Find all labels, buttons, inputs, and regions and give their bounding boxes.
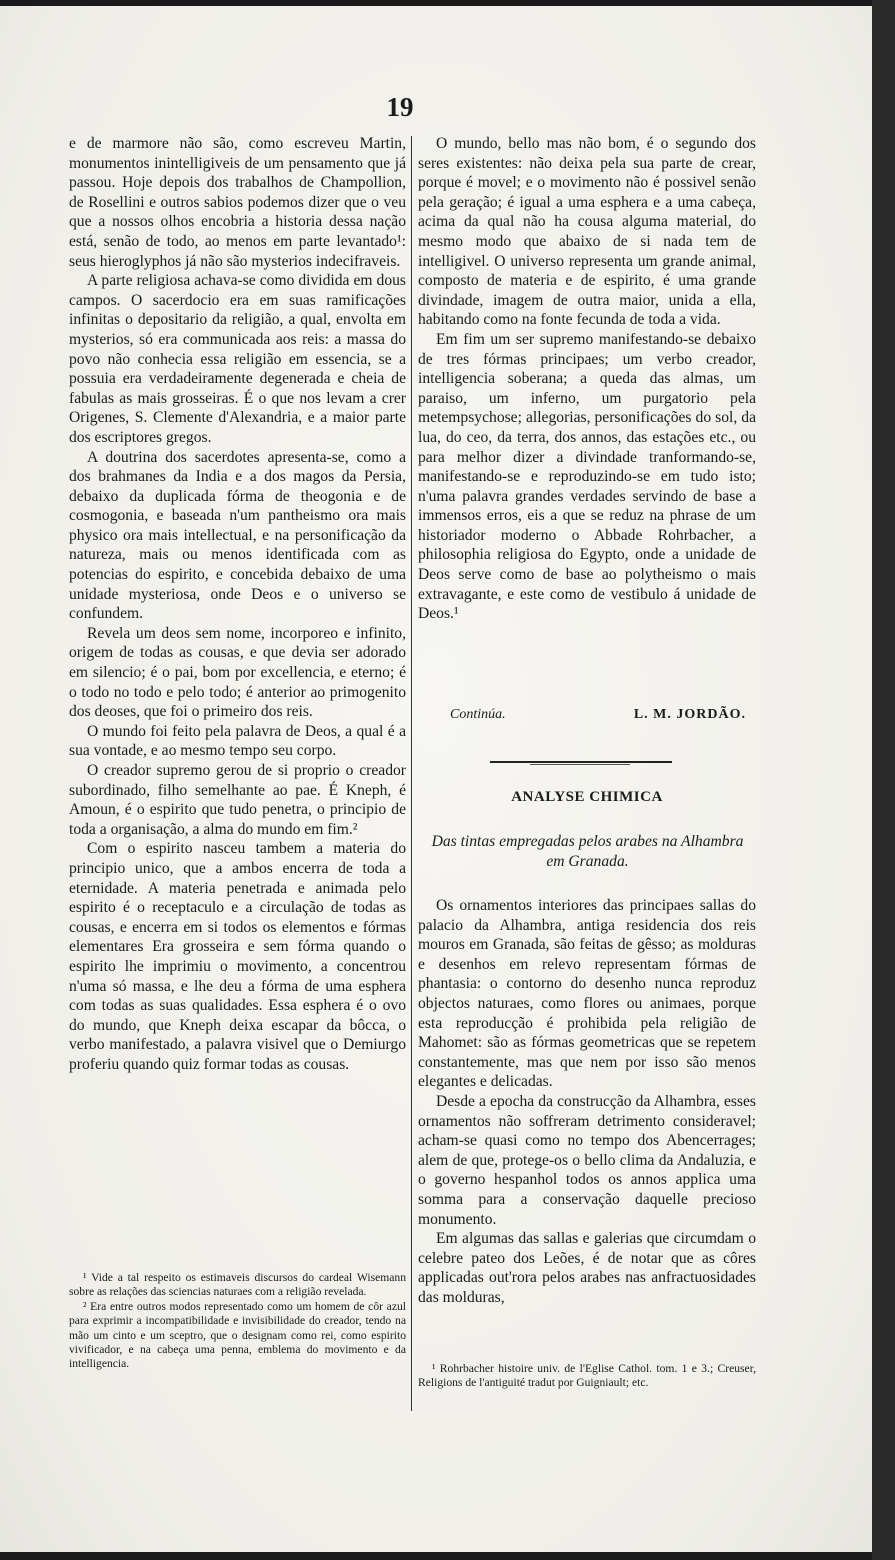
paragraph: A parte religiosa achava-se como dividida em dous campos. O sacerdocio era em suas ramificações infinitas o depositario da religião, a qual, envolta em mysterios, só era communicada aos reis: a massa do povo não conhecia essa religião em essencia, se a possuia era verdadeiramente degenerada e cheia de fabulas as mais grosseiras. É o que nos levam a crer Origenes, S. Clemente d'Alexandria, e a maior parte dos escriptores gregos. [69, 272, 406, 446]
column-divider [411, 136, 412, 1411]
paragraph: O creador supremo gerou de si proprio o creador subordinado, filho semelhante ao pae. É Kneph, é Amoun, é o espirito que tudo penetra, o principio de toda a organisação, a alma do mundo em fim.² [69, 762, 406, 838]
paragraph: Revela um deos sem nome, incorporeo e infinito, origem de todas as cousas, e que devia ser adorado em silencio; é o pai, bom por excellencia, e eterno; é o todo no todo e pelo todo; é anterior ao primogenito dos deoses, que foi o primeiro dos reis. [69, 624, 406, 721]
footnote: ¹ Vide a tal respeito os estimaveis discursos do cardeal Wisemann sobre as relações das sciencias naturaes com a religião revelada. [69, 1271, 406, 1299]
paragraph: Com o espirito nasceu tambem a materia do principio unico, que a ambos encerra de toda a eternidade. A materia penetrada e animada pelo espirito é o receptaculo e a circulação de todas as cousas, e encerra em si todos os elementos e fórmas elementares Era grosseira e sem fórma quando o espirito lhe imprimiu o movimento, a concentrou n'uma só massa, e lhe deu a fórma de uma esphera com todas as suas qualidades. Essa esphera é o ovo do mundo, que Kneph deixa escapar da bôcca, o verbo manifestado, a palavra visivel que o Demiurgo proferiu quando quiz formar todas as cousas. [69, 840, 406, 1073]
footnote: ² Era entre outros modos representado como um homem de côr azul para exprimir a incompatibilidade e invisibilidade do creador, tendo na mão um cinto e um sceptro, que o designam como rei, como espirito vivificador, e na cabeça uma penna, emblema do movimento e da intelligencia. [69, 1299, 406, 1371]
page [0, 6, 872, 1552]
paragraph: O mundo, bello mas não bom, é o segundo dos seres existentes: não deixa pela sua parte de crear, porque é movel; e o movimento não é possivel senão pela geração; é igual a uma esphera e a uma cabeça, acima da qual não ha cousa alguma material, do mesmo modo que abaixo de si nada tem de intelligivel. O universo representa um grande animal, composto de materia e de espirito, é uma grande divindade, imagem de outra maior, unida a ella, habitando como na fonte fecunda de toda a vida. [418, 135, 756, 329]
paragraph: e de marmore não são, como escreveu Martin, monumentos inintelligiveis de um pensamento que já passou. Hoje depois dos trabalhos de Champollion, de Rosellini e outros sabios podemos dizer que o veu que a nossos olhos encobria a historia dessa nação está, senão de todo, ao menos em parte levantado¹: seus hieroglyphos já não são mysterios indecifraveis. [69, 135, 406, 270]
paragraph: Em algumas das sallas e galerias que circumdam o celebre pateo dos Leões, é de notar que as côres applicadas out'rora pelos arabes nas anfractuosidades das molduras, [418, 1230, 756, 1306]
section-subtitle: Das tintas empregadas pelos arabes na Alhambra em Granada. [431, 833, 744, 870]
paragraph: O mundo foi feito pela palavra de Deos, a qual é a sua vontade, e ao mesmo tempo seu corpo. [69, 722, 406, 760]
continua-note: Continúa. [450, 707, 506, 722]
author-signature: L. M. JORDÃO. [633, 707, 746, 722]
paragraph: A doutrina dos sacerdotes apresenta-se, como a dos brahmanes da India e a dos magos da Persia, debaixo da duplicada fórma de theogonia e de cosmogonia, e baseada n'um pantheismo ora mais physico ora mais intellectual, e na personificação da natureza, mais ou menos identificada com as potencias do espirito, e concebida debaixo de uma unidade mysteriosa, onde Deos e o universo se confundem. [69, 448, 406, 623]
paragraph: Em fim um ser supremo manifestando-se debaixo de tres fórmas principaes; um verbo creador, intelligencia soberana; a queda das almas, um paraiso, um inferno, um purgatorio pela metempsychose; allegorias, personificações do sol, da lua, do ceo, da terra, dos annos, das estações etc., ou para melhor dizer a divindade tranformando-se, manifestando-se e reproduzindo-se em tudo isto; n'uma palavra grandes verdades servindo de base a immensos erros, eis a que se reduz na phrase de um historiador moderno o Abbade Rohrbacher, a philosophia religiosa do Egypto, onde a unidade de Deos serve como de base ao polytheismo o mais extravagante, e este como de vestibulo á unidade de Deos.¹ [418, 330, 756, 623]
section-body [418, 896, 756, 1307]
footnote: ¹ Rohrbacher histoire univ. de l'Eglise Cathol. tom. 1 e 3.; Creuser, Religions de l'antiguité tradut por Guigniault; etc. [418, 1362, 756, 1390]
left-column [69, 134, 406, 1075]
section-divider [490, 761, 672, 763]
paragraph: Desde a epocha da construcção da Alhambra, esses ornamentos não soffreram detrimento consideravel; acham-se quasi como no tempo dos Abencerrages; alem de que, protege-os o bello clima da Andaluzia, e o governo hespanhol todos os annos applica uma somma para a conservação daquelle precioso monumento. [418, 1092, 756, 1228]
right-footnotes [418, 1362, 756, 1391]
right-column [418, 134, 756, 624]
page-number: 19 [386, 92, 414, 122]
paragraph: Os ornamentos interiores das principaes sallas do palacio da Alhambra, antiga residencia dos reis mouros em Granada, são feitas de gêsso; as molduras e desenhos em relevo representam fórmas de phantasia: o contorno do desenho nunca reproduz objectos naturaes, como flores ou animaes, porque esta reproducção é prohibida pela religião de Mahomet: são as fórmas geometricas que se repetem constantemente, mas que nem por isso são menos elegantes e delicadas. [418, 897, 756, 1091]
left-footnotes [69, 1271, 406, 1372]
book-edge [872, 0, 895, 1560]
section-title: ANALYSE CHIMICA [511, 789, 663, 805]
